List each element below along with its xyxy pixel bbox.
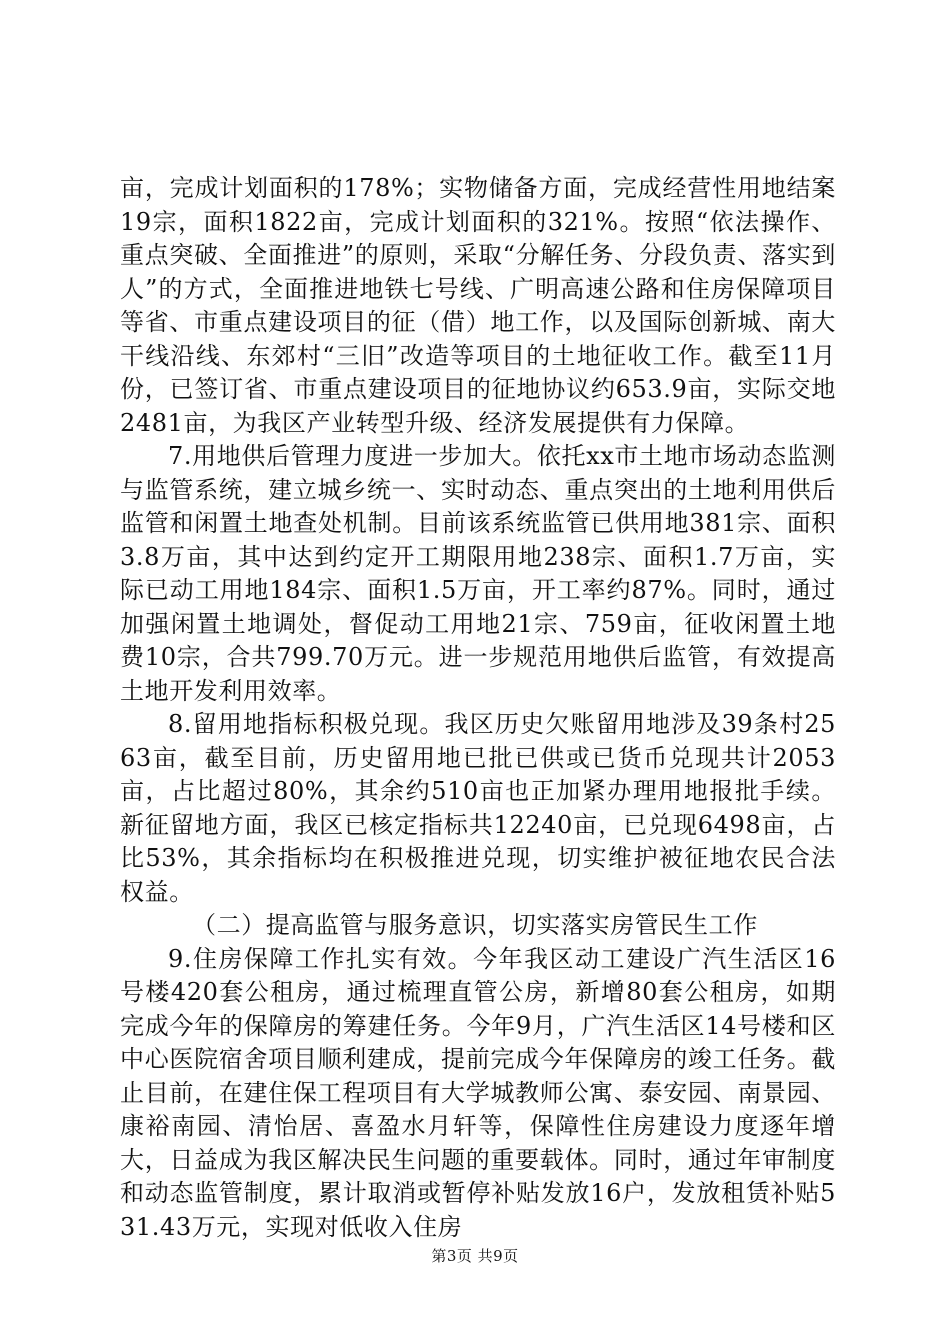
page-number-footer: 第3页 共9页 — [431, 1247, 519, 1265]
paragraph-item-9: 9.住房保障工作扎实有效。今年我区动工建设广汽生活区16号楼420套公租房，通过梳理直管公房，新增80套公租房，如期完成今年的保障房的筹建任务。今年9月，广汽生活区14号楼和区中心医院宿舍项目顺利建成，提前完成今年保障房的竣工任务。截止目前，在建住保工程项目有大学城教师公寓、泰安园、南景园、康裕南园、清怡居、喜盈水月轩等，保障性住房建设力度逐年增大，日益成为我区解决民生问题的重要载体。同时，通过年审制度和动态监管制度，累计取消或暂停补贴发放16户，发放租赁补贴531.43万元，实现对低收入住房 — [120, 944, 836, 1241]
section-heading: （二）提高监管与服务意识，切实落实房管民生工作 — [192, 911, 758, 939]
document-body — [120, 172, 836, 1244]
paragraph-item-7: 7.用地供后管理力度进一步加大。依托xx市土地市场动态监测与监管系统，建立城乡统一、实时动态、重点突出的土地利用供后监管和闲置土地查处机制。目前该系统监管已供用地381宗、面积3.8万亩，其中达到约定开工期限用地238宗、面积1.7万亩，实际已动工用地184宗、面积1.5万亩，开工率约87%。同时，通过加强闲置土地调处，督促动工用地21宗、759亩，征收闲置土地费10宗，合共799.70万元。进一步规范用地供后监管，有效提高土地开发利用效率。 — [120, 442, 836, 705]
paragraph-land-acquisition: 亩，完成计划面积的178%；实物储备方面，完成经营性用地结案19宗，面积1822亩，完成计划面积的321%。按照“依法操作、重点突破、全面推进”的原则，采取“分解任务、分段负责、落实到人”的方式，全面推进地铁七号线、广明高速公路和住房保障项目等省、市重点建设项目的征（借）地工作，以及国际创新城、南大干线沿线、东郊村“三旧”改造等项目的土地征收工作。截至11月份，已签订省、市重点建设项目的征地协议约653.9亩，实际交地2481亩，为我区产业转型升级、经济发展提供有力保障。 — [120, 174, 836, 437]
paragraph-item-8: 8.留用地指标积极兑现。我区历史欠账留用地涉及39条村2563亩，截至目前，历史留用地已批已供或已货币兑现共计2053亩，占比超过80%，其余约510亩也正加紧办理用地报批手续。新征留地方面，我区已核定指标共12240亩，已兑现6498亩，占比53%，其余指标均在积极推进兑现，切实维护被征地农民合法权益。 — [120, 710, 836, 906]
